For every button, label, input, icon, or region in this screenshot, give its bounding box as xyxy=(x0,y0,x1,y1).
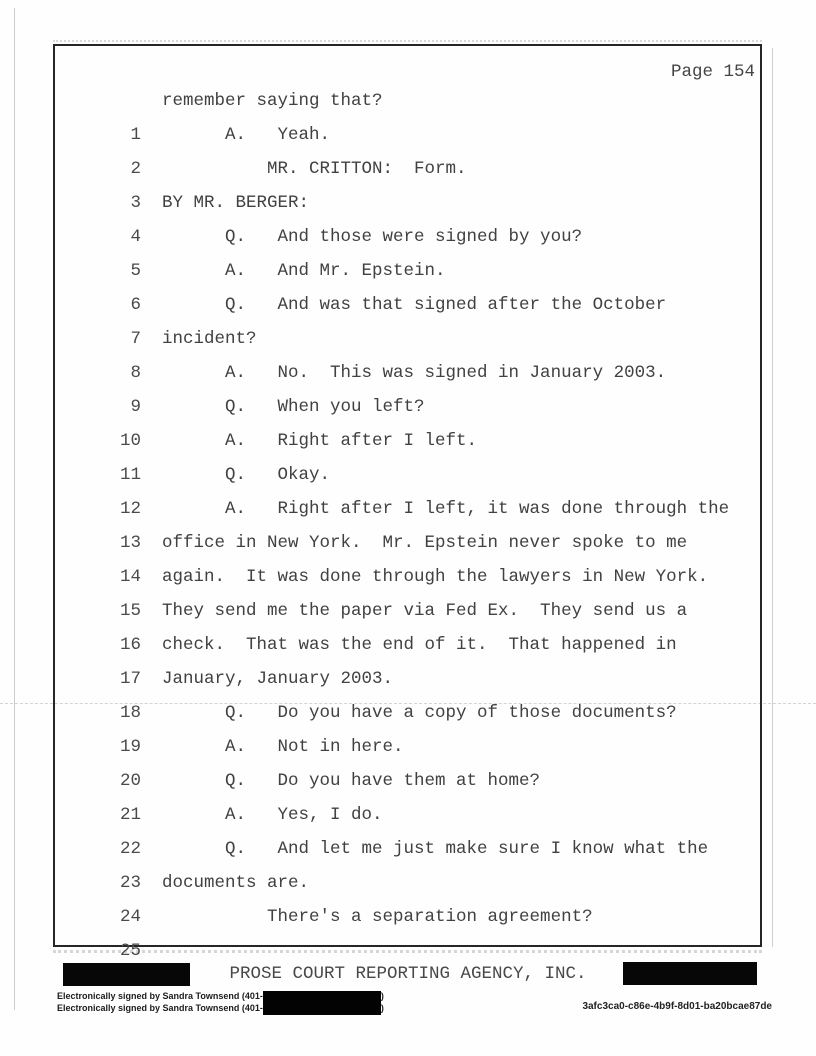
line-number: 11 xyxy=(120,465,142,485)
line-number: 7 xyxy=(130,329,142,349)
line-text: office in New York. Mr. Epstein never spoke to me xyxy=(162,533,688,553)
page-number-label: Page 154 xyxy=(670,62,755,82)
line-text: Q. And those were signed by you? xyxy=(162,227,583,247)
scan-noise-band-top xyxy=(53,40,762,42)
line-text: A. Right after I left, it was done through the xyxy=(162,499,730,519)
line-number: 14 xyxy=(120,567,142,587)
line-number: 19 xyxy=(120,737,142,757)
line-text: Q. Do you have them at home? xyxy=(162,771,541,791)
line-text: A. Yeah. xyxy=(162,125,331,145)
line-text: A. And Mr. Epstein. xyxy=(162,261,446,281)
line-text: MR. CRITTON: Form. xyxy=(162,159,467,179)
signature-close-paren: ) xyxy=(380,991,384,1001)
line-text: check. That was the end of it. That happened in xyxy=(162,635,677,655)
line-number: 2 xyxy=(130,159,142,179)
line-number: 25 xyxy=(120,941,142,961)
line-text: remember saying that? xyxy=(162,91,383,111)
line-number: 13 xyxy=(120,533,142,553)
transcript-lines xyxy=(57,84,757,961)
signature-text: Electronically signed by Sandra Townsend (401- xyxy=(57,1003,263,1013)
line-text: They send me the paper via Fed Ex. They send us a xyxy=(162,601,688,621)
line-number: 22 xyxy=(120,839,142,859)
signature-line xyxy=(57,1002,384,1014)
line-number: 6 xyxy=(130,295,142,315)
line-text: A. Not in here. xyxy=(162,737,404,757)
line-text: Q. Do you have a copy of those documents? xyxy=(162,703,677,723)
signature-text: Electronically signed by Sandra Townsend (401- xyxy=(57,991,263,1001)
line-number: 1 xyxy=(130,125,142,145)
signature-block xyxy=(57,990,384,1014)
line-number: 24 xyxy=(120,907,142,927)
line-number: 3 xyxy=(130,193,142,213)
line-text: Q. When you left? xyxy=(162,397,425,417)
line-text: again. It was done through the lawyers in New York. xyxy=(162,567,709,587)
scan-artifact-line-left xyxy=(14,8,15,1010)
line-number: 16 xyxy=(120,635,142,655)
scan-noise-band-bottom xyxy=(53,950,762,953)
line-text: A. No. This was signed in January 2003. xyxy=(162,363,667,383)
signature-line xyxy=(57,990,384,1002)
line-number: 20 xyxy=(120,771,142,791)
scan-artifact-line-right xyxy=(772,48,773,947)
line-number: 5 xyxy=(130,261,142,281)
line-text: Q. And let me just make sure I know what the xyxy=(162,839,709,859)
line-text: BY MR. BERGER: xyxy=(162,193,310,213)
signature-redaction-box xyxy=(263,1003,381,1015)
redaction-box-right xyxy=(623,962,757,985)
line-number: 8 xyxy=(130,363,142,383)
transcript-line xyxy=(57,900,757,961)
line-text: Q. Okay. xyxy=(162,465,331,485)
document-hash: 3afc3ca0-c86e-4b9f-8d01-ba20bcae87de xyxy=(582,1001,772,1012)
line-number: 21 xyxy=(120,805,142,825)
line-text: incident? xyxy=(162,329,257,349)
line-number: 9 xyxy=(130,397,142,417)
line-number: 18 xyxy=(120,703,142,723)
line-number: 15 xyxy=(120,601,142,621)
line-text: There's a separation agreement? xyxy=(162,907,593,927)
line-number: 4 xyxy=(130,227,142,247)
line-number: 23 xyxy=(120,873,142,893)
line-text: A. Right after I left. xyxy=(162,431,478,451)
line-number: 17 xyxy=(120,669,142,689)
line-text: Q. And was that signed after the October xyxy=(162,295,667,315)
line-text: A. Yes, I do. xyxy=(162,805,383,825)
line-text: January, January 2003. xyxy=(162,669,394,689)
reporting-agency-label: PROSE COURT REPORTING AGENCY, INC. xyxy=(229,964,587,984)
line-text: documents are. xyxy=(162,873,310,893)
line-number: 12 xyxy=(120,499,142,519)
line-number: 10 xyxy=(120,431,142,451)
signature-close-paren: ) xyxy=(380,1003,384,1013)
